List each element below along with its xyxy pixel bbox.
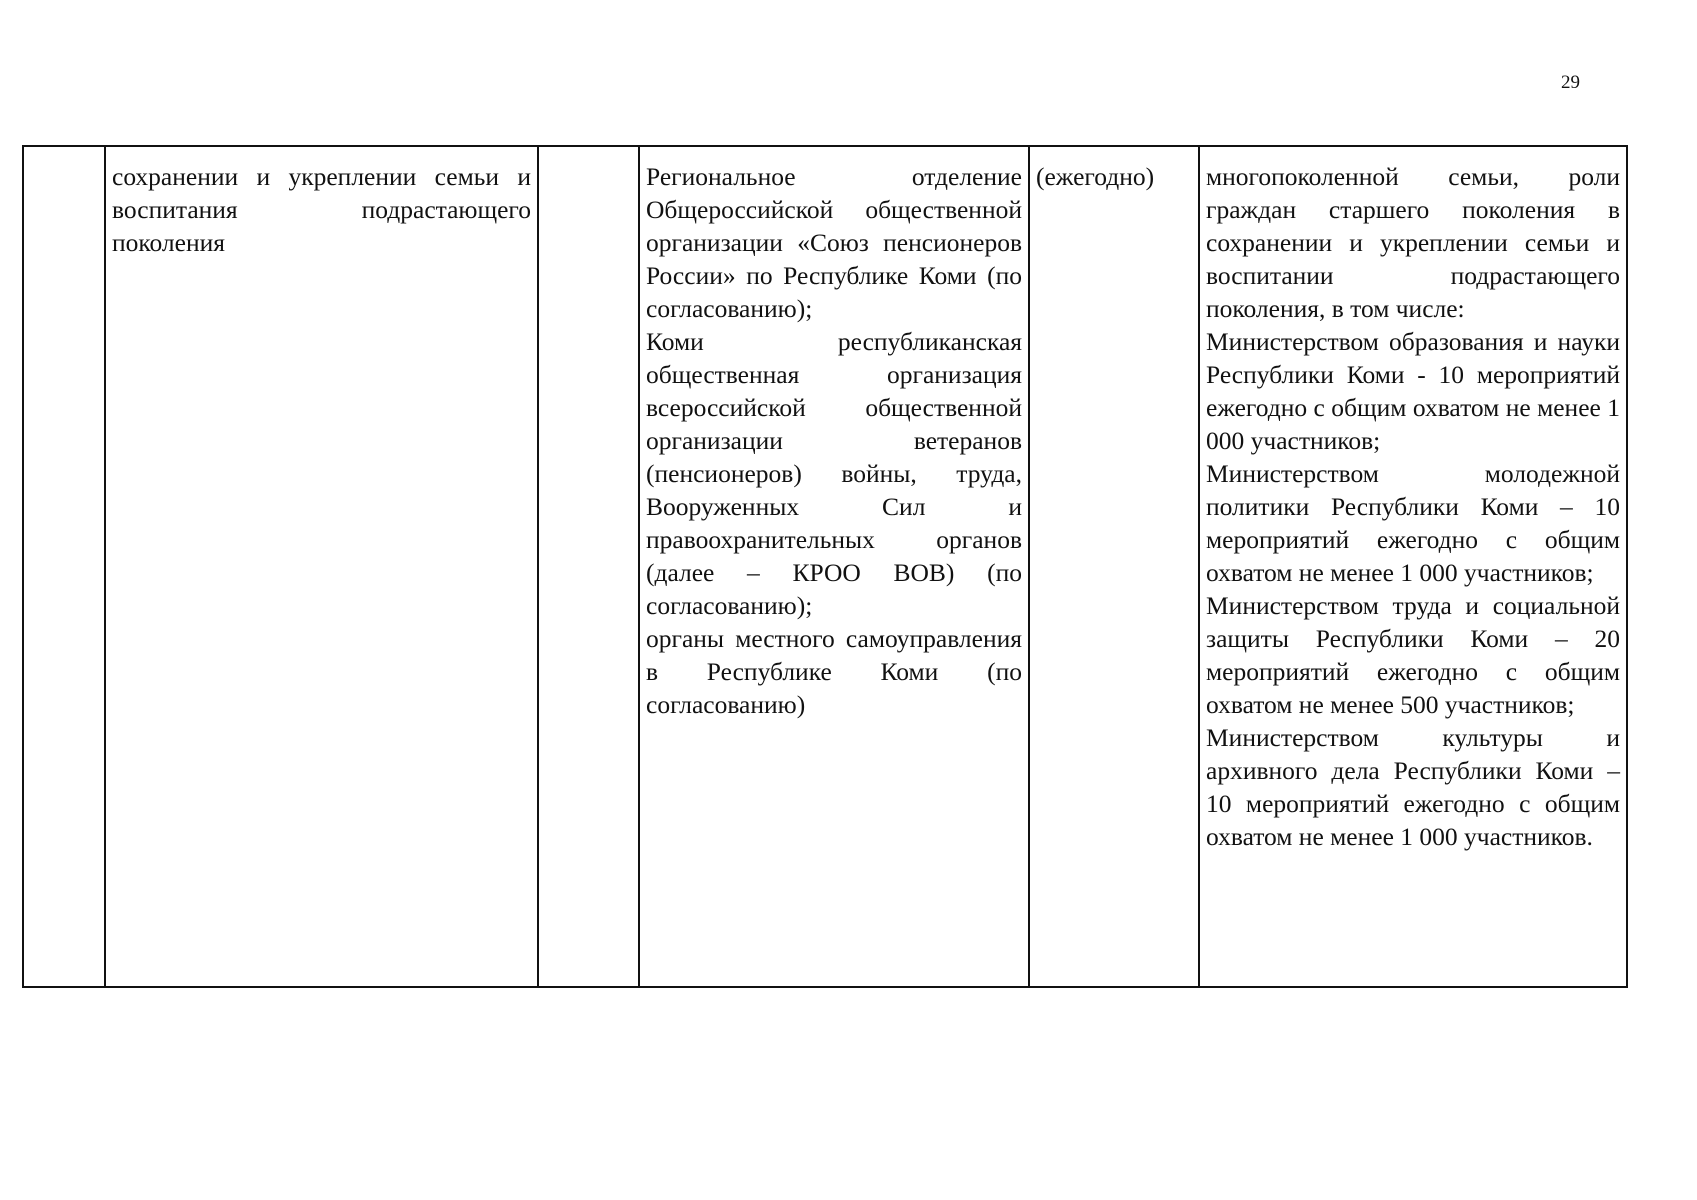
- executor-item: Коми республиканская общественная организация всероссийской общественной организации ветеранов (пенсионеров) войны, труда, Вооруженных Сил и правоохранительных органов (далее – КРОО ВОВ) (по согласованию);: [646, 327, 1022, 620]
- cell-period: (ежегодно): [1029, 146, 1199, 987]
- executor-item: органы местного самоуправления в Республике Коми (по согласованию): [646, 624, 1022, 719]
- executor-item: Региональное отделение Общероссийской общественной организации «Союз пенсионеров России» по Республике Коми (по согласованию);: [646, 162, 1022, 323]
- cell-empty: [538, 146, 639, 987]
- cell-measure-name: сохранении и укреплении семьи и воспитания подрастающего поколения: [105, 146, 538, 987]
- table-row: [23, 146, 1627, 987]
- cell-indicators: [1199, 146, 1627, 987]
- indicator-item: Министерством труда и социальной защиты Республики Коми – 20 мероприятий ежегодно с общим охватом не менее 500 участников;: [1206, 591, 1620, 719]
- page-number: 29: [1561, 72, 1580, 93]
- indicator-item: Министерством культуры и архивного дела Республики Коми – 10 мероприятий ежегодно с общим охватом не менее 1 000 участников.: [1206, 723, 1620, 851]
- indicator-item: Министерством образования и науки Республики Коми - 10 мероприятий ежегодно с общим охватом не менее 1 000 участников;: [1206, 327, 1620, 455]
- indicator-item: многопоколенной семьи, роли граждан старшего поколения в сохранении и укреплении семьи и воспитании подрастающего поколения, в том числе:: [1206, 162, 1620, 323]
- measures-table: [22, 145, 1628, 988]
- indicator-item: Министерством молодежной политики Республики Коми – 10 мероприятий ежегодно с общим охватом не менее 1 000 участников;: [1206, 459, 1620, 587]
- cell-executors: [639, 146, 1029, 987]
- cell-number: [23, 146, 105, 987]
